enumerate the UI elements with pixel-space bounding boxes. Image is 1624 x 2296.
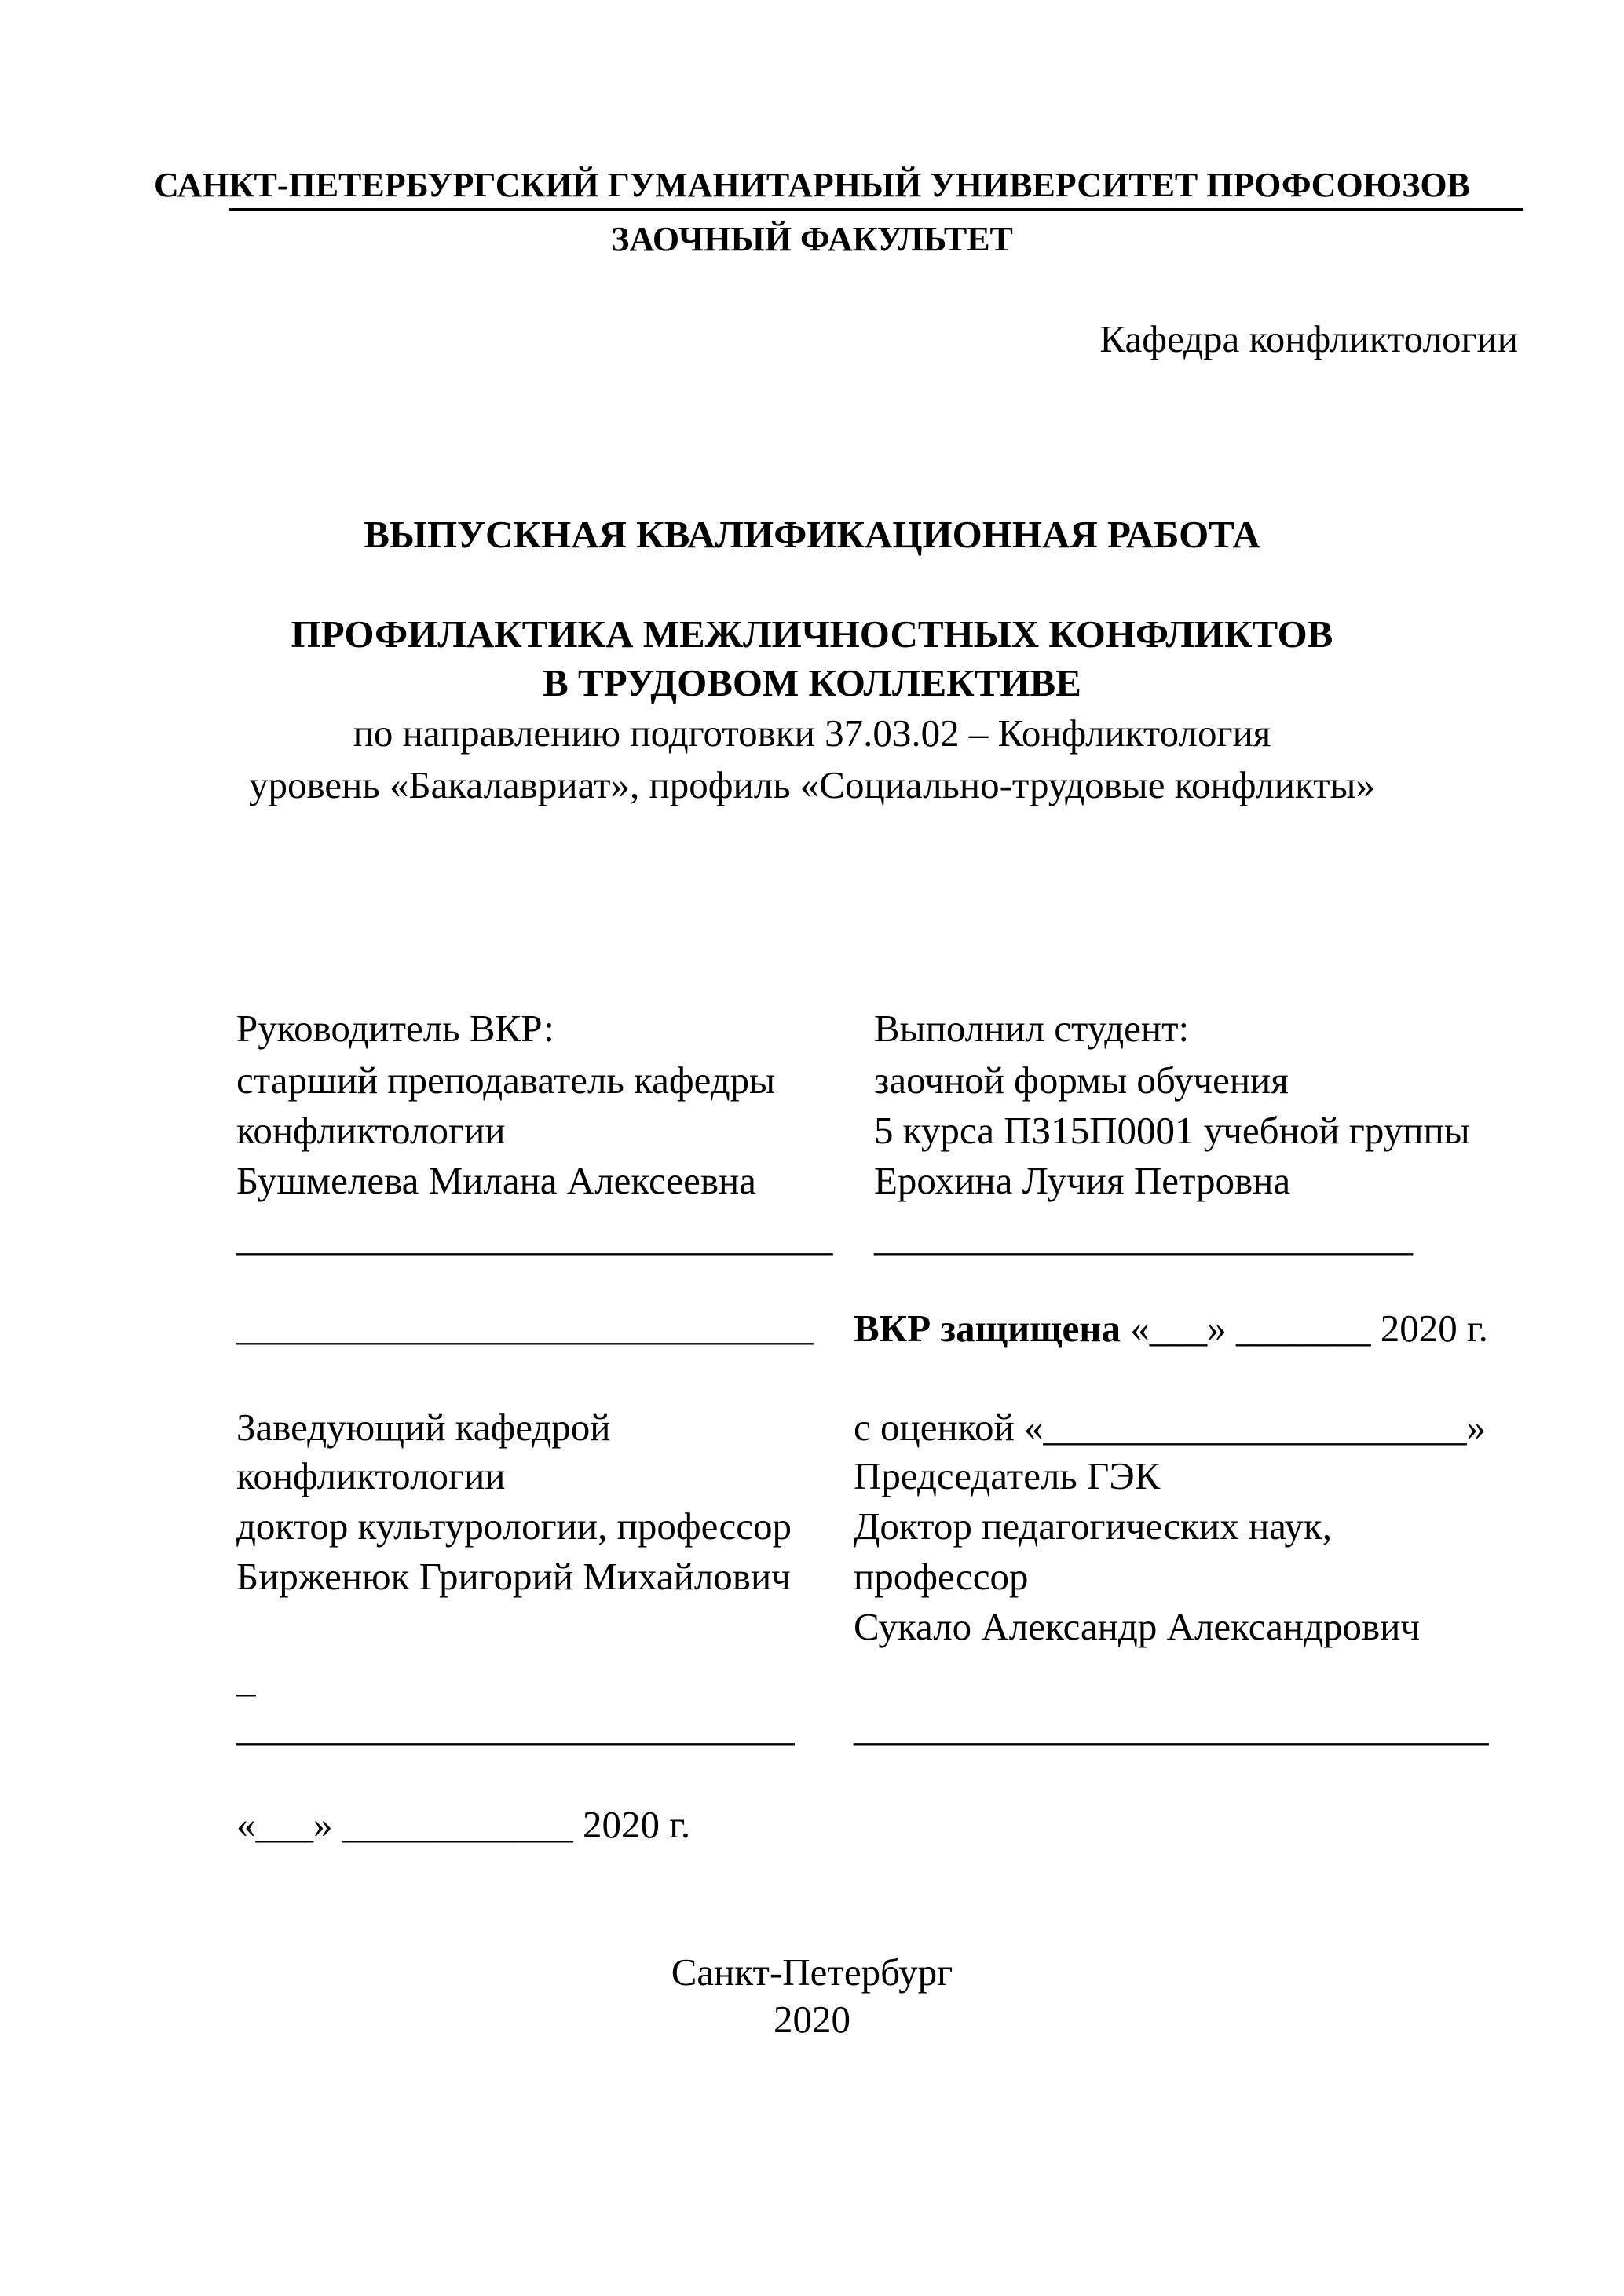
work-type: ВЫПУСКНАЯ КВАЛИФИКАЦИОННАЯ РАБОТА <box>364 513 1260 556</box>
supervisor-name: Бушмелева Милана Алексеевна <box>236 1159 756 1202</box>
head-label: Заведующий кафедрой <box>236 1406 611 1449</box>
head-dash: _ <box>236 1657 256 1700</box>
supervisor-signature-line: _______________________________ <box>236 1216 833 1259</box>
direction: по направлению подготовки 37.03.02 – Конфликтология <box>353 711 1271 755</box>
university-name: САНКТ-ПЕТЕРБУРГСКИЙ ГУМАНИТАРНЫЙ УНИВЕРСИТЕТ ПРОФСОЮЗОВ <box>153 166 1471 204</box>
defense-date: «___» _______ 2020 г. <box>1121 1307 1488 1350</box>
head-name: Бирженюк Григорий Михайлович <box>236 1555 791 1598</box>
chair-degree: Доктор педагогических наук, <box>854 1504 1332 1548</box>
supervisor-department: конфликтологии <box>236 1109 506 1152</box>
student-group: 5 курса ПЗ15П0001 учебной группы <box>874 1109 1470 1152</box>
supervisor-label: Руководитель ВКР: <box>236 1007 554 1050</box>
head-department: конфликтологии <box>236 1454 506 1497</box>
faculty-name: ЗАОЧНЫЙ ФАКУЛЬТЕТ <box>611 220 1013 258</box>
defense-label: ВКР защищена <box>854 1307 1121 1350</box>
chair-signature-line: _________________________________ <box>854 1706 1489 1749</box>
head-signature-line: _____________________________ <box>236 1706 795 1749</box>
header-rule <box>229 208 1523 211</box>
chair-label: Председатель ГЭК <box>854 1454 1161 1497</box>
footer-year: 2020 <box>774 1998 850 2041</box>
level-profile: уровень «Бакалавриат», профиль «Социально-трудовые конфликты» <box>249 763 1375 806</box>
department-name: Кафедра конфликтологии <box>1099 317 1518 360</box>
defense-row <box>854 1307 1488 1351</box>
topic-line-1: ПРОФИЛАКТИКА МЕЖЛИЧНОСТНЫХ КОНФЛИКТОВ <box>291 612 1333 656</box>
chair-title: профессор <box>854 1555 1029 1598</box>
student-label: Выполнил студент: <box>874 1007 1190 1050</box>
student-form: заочной формы обучения <box>874 1058 1289 1102</box>
defense-grade: с оценкой «______________________» <box>854 1406 1486 1449</box>
student-name: Ерохина Лучия Петровна <box>874 1159 1291 1202</box>
supervisor-position: старший преподаватель кафедры <box>236 1058 776 1102</box>
chair-name: Сукало Александр Александрович <box>854 1605 1421 1648</box>
student-signature-line: ____________________________ <box>874 1216 1413 1259</box>
footer-city: Санкт-Петербург <box>671 1951 953 1994</box>
head-date: «___» ____________ 2020 г. <box>236 1803 691 1846</box>
topic-line-2: В ТРУДОВОМ КОЛЛЕКТИВЕ <box>543 661 1081 704</box>
head-degree: доктор культурологии, профессор <box>236 1504 792 1548</box>
defense-left-line: ______________________________ <box>236 1305 814 1348</box>
